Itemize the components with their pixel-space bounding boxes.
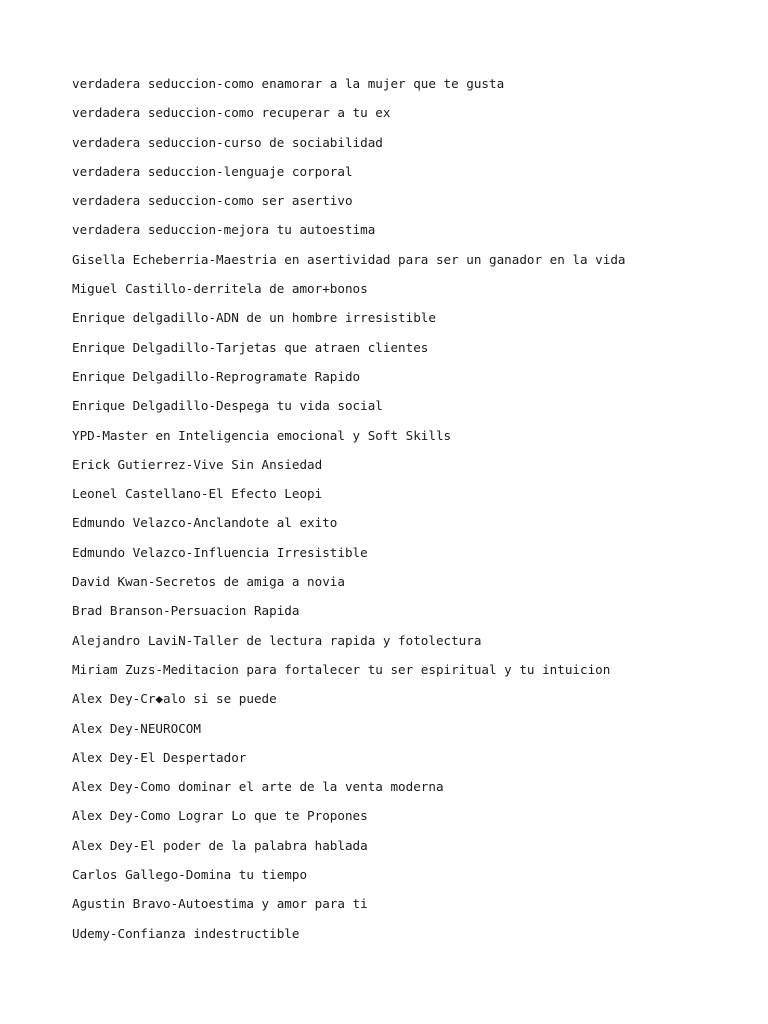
- text-line: Enrique Delgadillo-Despega tu vida social: [72, 398, 383, 414]
- text-line: Edmundo Velazco-Anclandote al exito: [72, 515, 338, 531]
- text-line: Alejandro LaviN-Taller de lectura rapida y fotolectura: [72, 632, 482, 648]
- text-line: verdadera seduccion-como ser asertivo: [72, 193, 353, 209]
- text-line: Alex Dey-Cr◆alo si se puede: [72, 691, 277, 707]
- text-line: Alex Dey-NEUROCOM: [72, 720, 201, 736]
- text-line: verdadera seduccion-como enamorar a la mujer que te gusta: [72, 76, 505, 91]
- text-line: Gisella Echeberria-Maestria en asertividad para ser un ganador en la vida: [72, 251, 626, 267]
- text-line-list: [72, 69, 752, 948]
- text-line: verdadera seduccion-mejora tu autoestima: [72, 222, 376, 238]
- text-line: David Kwan-Secretos de amiga a novia: [72, 574, 345, 590]
- text-line: verdadera seduccion-lenguaje corporal: [72, 163, 353, 179]
- text-line: Alex Dey-El poder de la palabra hablada: [72, 837, 368, 853]
- text-line: Alex Dey-Como dominar el arte de la venta moderna: [72, 779, 444, 795]
- text-line: Alex Dey-El Despertador: [72, 749, 247, 765]
- text-line: Enrique Delgadillo-Reprogramate Rapido: [72, 368, 361, 384]
- text-line: YPD-Master en Inteligencia emocional y Soft Skills: [72, 427, 452, 443]
- text-line: verdadera seduccion-curso de sociabilidad: [72, 134, 383, 150]
- text-line: Udemy-Confianza indestructible: [72, 925, 300, 941]
- text-line: Enrique Delgadillo-Tarjetas que atraen clientes: [72, 339, 429, 355]
- text-line: verdadera seduccion-como recuperar a tu ex: [72, 105, 391, 121]
- text-line: Alex Dey-Como Lograr Lo que te Propones: [72, 808, 368, 824]
- text-line: Enrique delgadillo-ADN de un hombre irresistible: [72, 310, 436, 326]
- text-line: Miguel Castillo-derritela de amor+bonos: [72, 281, 368, 297]
- text-line: Carlos Gallego-Domina tu tiempo: [72, 867, 308, 883]
- text-line: Edmundo Velazco-Influencia Irresistible: [72, 544, 368, 560]
- text-line: Agustin Bravo-Autoestima y amor para ti: [72, 896, 368, 912]
- text-line: Leonel Castellano-El Efecto Leopi: [72, 486, 323, 502]
- text-line: Brad Branson-Persuacion Rapida: [72, 603, 300, 619]
- text-line: Erick Gutierrez-Vive Sin Ansiedad: [72, 456, 323, 472]
- text-line: Miriam Zuzs-Meditacion para fortalecer tu ser espiritual y tu intuicion: [72, 661, 611, 677]
